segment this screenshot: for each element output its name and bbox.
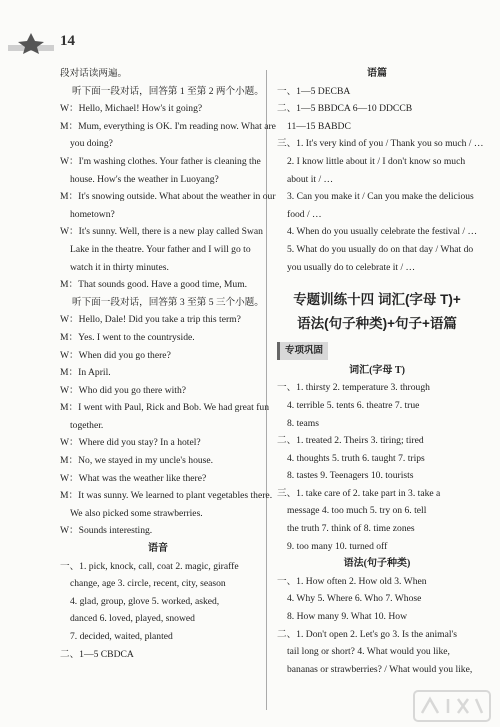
text-line: Lake in the theatre. Your father and I will go to [70, 243, 251, 255]
text-line: W：I'm washing clothes. Your father is cleaning the [60, 155, 261, 167]
answer-line: 4. When do you usually celebrate the festival / … [287, 226, 478, 238]
discourse-answers [277, 65, 484, 276]
text-line: together. [70, 419, 104, 431]
watermark-logo [412, 689, 492, 723]
text-line: We also picked some strawberries. [70, 507, 203, 519]
right-column [277, 65, 484, 678]
left-column [60, 65, 276, 663]
text-line: change, age 3. circle, recent, city, season [70, 578, 226, 590]
answer-line: food / … [287, 208, 322, 220]
text-line: M：It's snowing outside. What about the weather in our [60, 191, 276, 203]
text-line: W：Sounds interesting. [60, 525, 153, 537]
text-line: M：I went with Paul, Rick and Bob. We had great fun [60, 402, 270, 414]
text-line: you doing? [70, 138, 113, 150]
text-line: M：Mum, everything is OK. I'm reading now. What are [60, 120, 276, 132]
answer-line: 8. teams [287, 417, 319, 429]
answer-line: 二、1. Don't open 2. Let's go 3. Is the animal's [277, 628, 457, 640]
text-line: W：It's sunny. Well, there is a new play called Swan [60, 226, 263, 238]
text-line: W：Who did you go there with? [60, 384, 187, 396]
text-line: 段对话读两遍。 [60, 68, 128, 79]
text-line: W：Hello, Michael! How's it going? [60, 103, 203, 115]
special-title-line2: 语法(句子种类)+句子+语篇 [297, 316, 457, 332]
answer-line: 二、1—5 BBDCA 6—10 DDCCB [277, 103, 413, 115]
answer-line: 4. terrible 5. tents 6. theatre 7. true [287, 399, 420, 411]
section-heading: 词汇(字母 T) [349, 364, 405, 376]
answer-line: 一、1. How often 2. How old 3. When [277, 575, 427, 587]
text-line: hometown? [70, 208, 115, 220]
text-line: watch it in thirty minutes. [70, 261, 169, 273]
text-line: M：No, we stayed in my uncle's house. [60, 455, 214, 467]
section-heading: 语音 [148, 543, 168, 555]
answer-line: 二、1. treated 2. Theirs 3. tiring; tired [277, 435, 424, 447]
text-line: M：Yes. I went to the countryside. [60, 331, 195, 343]
answer-line: you usually do to celebrate it / … [287, 261, 416, 273]
text-line: M：In April. [60, 367, 111, 379]
section-heading: 语法(句子种类) [343, 558, 411, 570]
answer-line: the truth 7. think of 8. time zones [287, 523, 415, 535]
star-icon [8, 32, 54, 54]
text-line: W：What was the weather like there? [60, 472, 207, 484]
answer-line: tail long or short? 4. What would you like, [287, 646, 450, 658]
text-line: 7. decided, waited, planted [70, 631, 173, 642]
answer-line: 11—15 BABDC [287, 120, 351, 132]
text-line: W：Hello, Dale! Did you take a trip this term? [60, 314, 241, 326]
text-line: M：That sounds good. Have a good time, Mum. [60, 279, 248, 291]
answer-line: bananas or strawberries? / What would you like, [287, 663, 473, 675]
text-line: 二、1—5 CBDCA [60, 648, 134, 660]
text-line: 听下面一段对话，回答第 1 至第 2 两个小题。 [72, 85, 264, 97]
answer-line: 2. I know little about it / I don't know so much [287, 155, 466, 167]
answer-line: 4. Why 5. Where 6. Who 7. Whose [287, 593, 422, 605]
text-line: 一、1. pick, knock, call, coat 2. magic, giraffe [60, 560, 239, 572]
text-line: W：When did you go there? [60, 349, 171, 361]
text-line: house. How's the weather in Luoyang? [70, 173, 219, 185]
text-line: M：It was sunny. We learned to plant vegetables there. [60, 490, 273, 502]
page-header [0, 0, 500, 60]
page-number: 14 [60, 33, 75, 49]
answer-line: 一、1. thirsty 2. temperature 3. through [277, 382, 430, 394]
answer-line: message 4. too much 5. try on 6. tell [287, 505, 427, 517]
text-line: 4. glad, group, glove 5. worked, asked, [70, 595, 220, 607]
vocab-grammar-answers [277, 362, 477, 679]
section-heading: 语篇 [367, 68, 387, 79]
answer-line: 5. What do you usually do on that day / What do [287, 243, 474, 255]
text-line: W：Where did you stay? In a hotel? [60, 437, 201, 449]
answer-line: 8. tastes 9. Teenagers 10. tourists [287, 470, 414, 482]
answer-line: 三、1. It's very kind of you / Thank you so much / … [277, 138, 484, 150]
answer-line: 8. How many 9. What 10. How [287, 611, 407, 623]
special-title-line1: 专题训练十四 词汇(字母 T)+ [293, 292, 461, 308]
answer-line: 9. too many 10. turned off [287, 540, 388, 552]
answer-line: 4. thoughts 5. truth 6. taught 7. trips [287, 452, 425, 464]
answer-line: 一、1—5 DECBA [277, 85, 351, 97]
text-line: danced 6. loved, played, snowed [70, 613, 195, 625]
answer-line: 3. Can you make it / Can you make the delicious [287, 191, 474, 203]
answer-line: 三、1. take care of 2. take part in 3. take a [277, 487, 441, 499]
column-divider [266, 70, 267, 710]
answer-line: about it / … [287, 173, 334, 185]
section-tag: 专项巩固 [277, 342, 328, 360]
text-line: 听下面一段对话，回答第 3 至第 5 三个小题。 [72, 296, 264, 308]
